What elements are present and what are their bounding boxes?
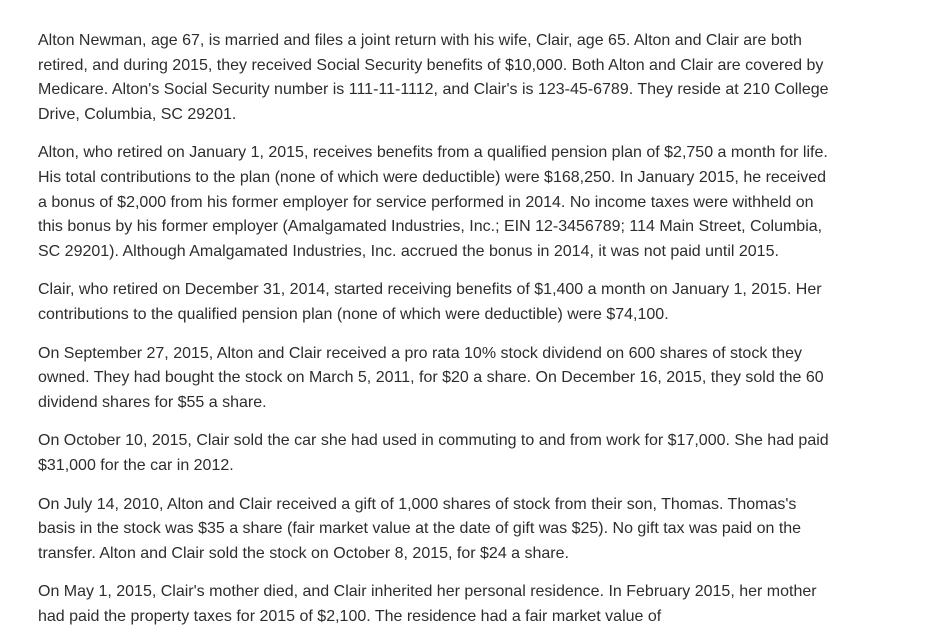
paragraph-3: Clair, who retired on December 31, 2014, started receiving benefits of $1,400 a month on January 1, 2015. Her contributions to the qualified pension plan (none of which were deductible) were $74,100. — [38, 281, 822, 323]
paragraph-2: Alton, who retired on January 1, 2015, receives benefits from a qualified pension plan of $2,750 a month for life. His total contributions to the plan (none of which were deductible) were $168,250. In January 2015, he received a bonus of $2,000 from his former employer for service performed in 2014. No income taxes were withheld on this bonus by his former employer (Amalgamated Industries, Inc.; EIN 12-3456789; 114 Main Street, Columbia, SC 29201). Although Amalgamated Industries, Inc. accrued the bonus in 2014, it was not paid until 2015. — [38, 144, 828, 260]
paragraph-6: On July 14, 2010, Alton and Clair received a gift of 1,000 shares of stock from their son, Thomas. Thomas's basis in the stock was $35 a share (fair market value at the date of gift was $25). No gift tax was paid on the transfer. Alton and Clair sold the stock on October 8, 2015, for $24 a share. — [38, 495, 802, 562]
paragraph-7: On May 1, 2015, Clair's mother died, and Clair inherited her personal residence. In February 2015, her mother had paid the property taxes for 2015 of $2,100. The residence had a fair market value of — [38, 583, 817, 625]
paragraph-1: Alton Newman, age 67, is married and files a joint return with his wife, Clair, age 65. Alton and Clair are both retired, and during 2015, they received Social Security benefits of $10,000. Both Alton and Clair are covered by Medicare. Alton's Social Security number is 111-11-1112, and Clair's is 123-45-6789. They reside at 210 College Drive, Columbia, SC 29201. — [38, 32, 829, 123]
problem-text — [38, 29, 838, 640]
paragraph-5: On October 10, 2015, Clair sold the car she had used in commuting to and from work for $17,000. She had paid $31,000 for the car in 2012. — [38, 432, 829, 474]
paragraph-4: On September 27, 2015, Alton and Clair received a pro rata 10% stock dividend on 600 shares of stock they owned. They had bought the stock on March 5, 2011, for $20 a share. On December 16, 2015, they sold the 60 dividend shares for $55 a share. — [38, 344, 824, 411]
